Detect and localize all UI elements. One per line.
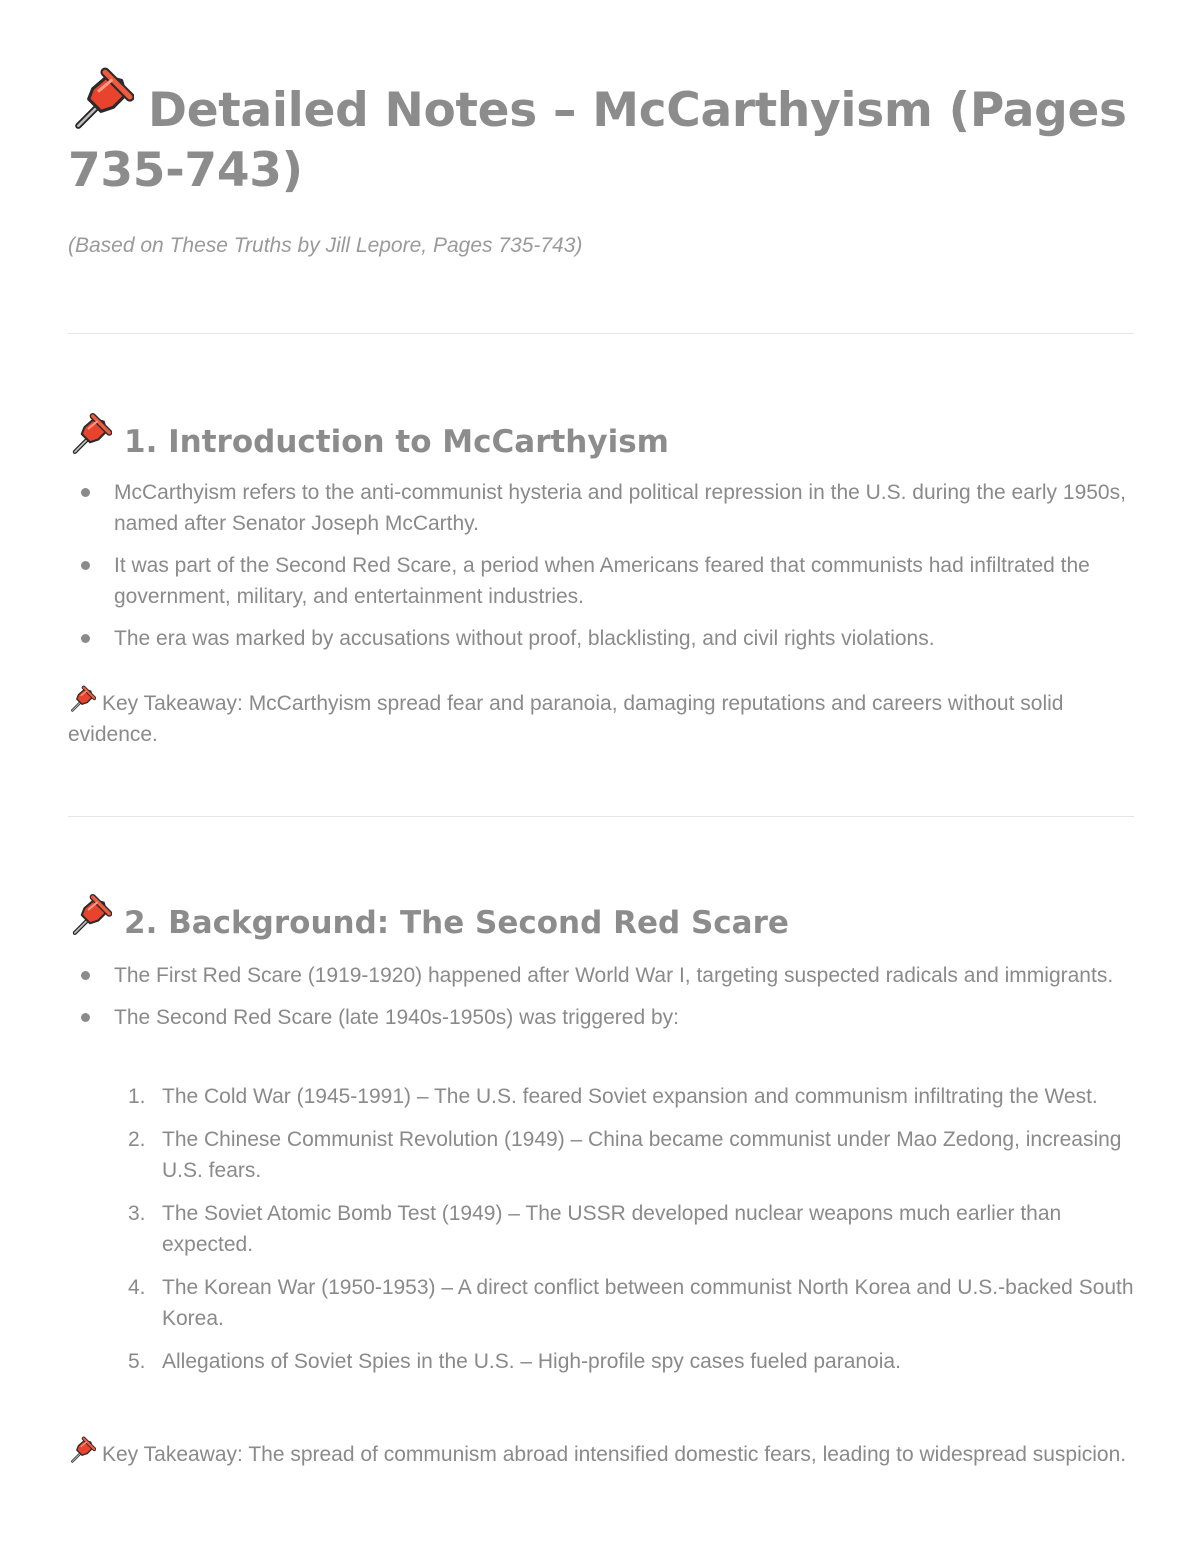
bullet-icon [81, 1013, 90, 1022]
item-number: 2. [128, 1128, 146, 1151]
key-takeaway: Key Takeaway: McCarthyism spread fear and paranoia, damaging reputations and careers without solid evidence. [68, 685, 1134, 750]
bullet-icon [81, 561, 90, 570]
introduction-bullet-list [68, 477, 1134, 665]
source-citation: (Based on These Truths by Jill Lepore, Pages 735-743) [68, 234, 583, 257]
list-item: The Second Red Scare (late 1940s-1950s) was triggered by: [68, 1002, 1134, 1033]
list-item: The First Red Scare (1919-1920) happened after World War I, targeting suspected radicals and immigrants. [68, 960, 1134, 991]
divider [68, 816, 1134, 817]
page-title: Detailed Notes – McCarthyism (Pages 735-743) [68, 66, 1134, 201]
pushpin-icon [68, 685, 96, 713]
section-heading-introduction: 1. Introduction to McCarthyism [68, 412, 669, 462]
item-number: 1. [128, 1085, 146, 1108]
bullet-icon [81, 488, 90, 497]
list-item: The era was marked by accusations without proof, blacklisting, and civil rights violations. [68, 623, 1134, 654]
numbered-item: 2. The Chinese Communist Revolution (1949) – China became communist under Mao Zedong, increasing U.S. fears. [128, 1124, 1134, 1186]
bullet-icon [81, 971, 90, 980]
divider [68, 333, 1134, 334]
triggers-numbered-list [128, 1081, 1134, 1389]
pushpin-icon [68, 412, 112, 456]
pushpin-icon [68, 1436, 96, 1464]
pushpin-icon [68, 893, 112, 937]
numbered-item: 1. The Cold War (1945-1991) – The U.S. feared Soviet expansion and communism infiltrating the West. [128, 1081, 1134, 1112]
item-number: 4. [128, 1276, 146, 1299]
list-item: It was part of the Second Red Scare, a period when Americans feared that communists had infiltrated the government, military, and entertainment industries. [68, 550, 1134, 612]
numbered-item: 3. The Soviet Atomic Bomb Test (1949) – The USSR developed nuclear weapons much earlier than expected. [128, 1198, 1134, 1260]
numbered-item: 4. The Korean War (1950-1953) – A direct conflict between communist North Korea and U.S.-backed South Korea. [128, 1272, 1134, 1334]
background-bullet-list [68, 960, 1134, 1044]
section-heading-background: 2. Background: The Second Red Scare [68, 893, 789, 943]
pushpin-icon [68, 66, 134, 132]
item-number: 3. [128, 1202, 146, 1225]
numbered-item: 5. Allegations of Soviet Spies in the U.S. – High-profile spy cases fueled paranoia. [128, 1346, 1134, 1377]
list-item: McCarthyism refers to the anti-communist hysteria and political repression in the U.S. during the early 1950s, named after Senator Joseph McCarthy. [68, 477, 1134, 539]
item-number: 5. [128, 1350, 146, 1373]
key-takeaway: Key Takeaway: The spread of communism abroad intensified domestic fears, leading to widespread suspicion. [68, 1436, 1134, 1470]
bullet-icon [81, 634, 90, 643]
